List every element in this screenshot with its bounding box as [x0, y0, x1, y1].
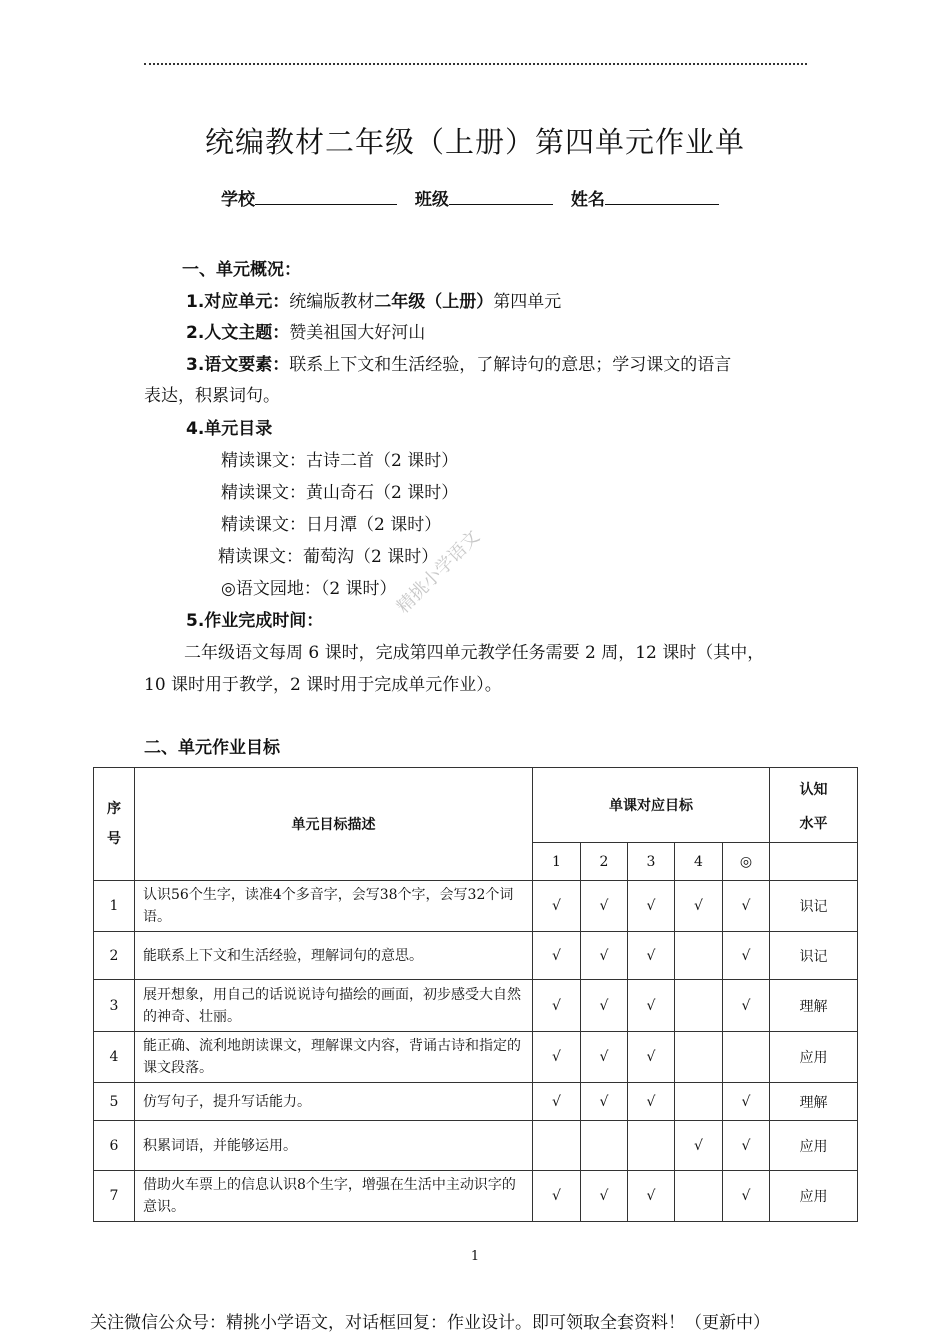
theme-label: 2.人文主题： [186, 323, 290, 343]
check-cell: √ [628, 932, 675, 980]
check-cell: √ [675, 1121, 723, 1171]
check-cell: √ [581, 980, 628, 1032]
check-cell [533, 1121, 581, 1171]
section1-heading: 一、单元概况： [182, 260, 301, 280]
unit-value-a: 统编版教材 [289, 292, 375, 312]
header-divider [144, 63, 807, 65]
name-label: 姓名 [570, 190, 605, 210]
school-blank[interactable] [255, 190, 397, 205]
col-header: 1 [533, 843, 581, 881]
level-cell: 识记 [770, 881, 858, 932]
elements-value-line2: 表达，积累词句。 [144, 386, 280, 406]
goals-table [93, 767, 858, 1222]
page-title: 统编教材二年级（上册）第四单元作业单 [204, 125, 745, 159]
row-number: 6 [94, 1121, 135, 1171]
check-cell: √ [628, 1171, 675, 1222]
check-cell: √ [533, 1083, 581, 1121]
catalog-item: 精读课文：葡萄沟（2 课时） [218, 547, 439, 567]
seq-header: 序号 [94, 768, 135, 881]
time-line2: 10 课时用于教学，2 课时用于完成单元作业）。 [144, 675, 502, 695]
check-cell: √ [533, 1171, 581, 1222]
unit-value-c: 第四单元 [493, 292, 562, 312]
time-line1: 二年级语文每周 6 课时，完成第四单元教学任务需要 2 周，12 课时（其中， [184, 643, 765, 663]
check-cell: √ [723, 1121, 770, 1171]
check-cell: √ [723, 1171, 770, 1222]
check-cell: √ [533, 980, 581, 1032]
row-number: 5 [94, 1083, 135, 1121]
elements-row [186, 350, 731, 375]
unit-row [186, 287, 561, 312]
desc-header: 单元目标描述 [135, 768, 533, 881]
elements-label: 3.语文要素： [186, 355, 290, 375]
table-row [94, 932, 858, 980]
check-cell: √ [533, 932, 581, 980]
check-cell [628, 1121, 675, 1171]
level-cell: 理解 [770, 980, 858, 1032]
check-cell: √ [533, 881, 581, 932]
check-cell: √ [723, 932, 770, 980]
row-number: 2 [94, 932, 135, 980]
row-description: 展开想象，用自己的话说说诗句描绘的画面，初步感受大自然的神奇、壮丽。 [135, 980, 533, 1032]
row-description: 仿写句子，提升写话能力。 [135, 1083, 533, 1121]
check-cell: √ [628, 1083, 675, 1121]
col-header: 4 [675, 843, 723, 881]
row-description: 能正确、流利地朗读课文，理解课文内容，背诵古诗和指定的课文段落。 [135, 1032, 533, 1083]
level-header: 认知 水平 [770, 768, 858, 843]
check-cell: √ [628, 1032, 675, 1083]
check-cell: √ [723, 881, 770, 932]
check-cell: √ [675, 881, 723, 932]
row-number: 4 [94, 1032, 135, 1083]
check-cell [675, 932, 723, 980]
unit-value-b: 二年级（上册） [374, 292, 494, 312]
table-row [94, 980, 858, 1032]
unit-label: 1.对应单元： [186, 292, 290, 312]
check-cell: √ [581, 881, 628, 932]
level-cell: 识记 [770, 932, 858, 980]
check-cell: √ [723, 980, 770, 1032]
row-description: 积累词语，并能够运用。 [135, 1121, 533, 1171]
class-blank[interactable] [449, 190, 553, 205]
level-cell: 应用 [770, 1032, 858, 1083]
check-cell: √ [581, 932, 628, 980]
row-description: 认识56个生字，读准4个多音字，会写38个字，会写32个词语。 [135, 881, 533, 932]
level-cell: 理解 [770, 1083, 858, 1121]
check-cell [723, 1032, 770, 1083]
school-label: 学校 [221, 190, 255, 210]
student-info [221, 185, 731, 210]
check-cell: √ [581, 1032, 628, 1083]
catalog-item: 精读课文：黄山奇石（2 课时） [221, 483, 459, 503]
table-row [94, 1171, 858, 1222]
table-row [94, 881, 858, 932]
name-blank[interactable] [605, 190, 719, 205]
catalog-item: ◎语文园地：（2 课时） [221, 579, 397, 599]
row-number: 1 [94, 881, 135, 932]
row-number: 7 [94, 1171, 135, 1222]
table-row [94, 1121, 858, 1171]
col-header: ◎ [723, 843, 770, 881]
class-label: 班级 [414, 190, 449, 210]
level-cell: 应用 [770, 1171, 858, 1222]
check-cell: √ [581, 1083, 628, 1121]
check-cell [675, 1171, 723, 1222]
section2-heading: 二、单元作业目标 [144, 738, 280, 758]
lesson-header: 单课对应目标 [533, 768, 770, 843]
elements-value-line1: 联系上下文和生活经验，了解诗句的意思；学习课文的语言 [289, 355, 732, 375]
check-cell: √ [723, 1083, 770, 1121]
level-cell: 应用 [770, 1121, 858, 1171]
catalog-item: 精读课文：日月潭（2 课时） [221, 515, 442, 535]
catalog-item: 精读课文：古诗二首（2 课时） [221, 451, 459, 471]
watermark: 精挑小学语文 [392, 526, 485, 618]
check-cell: √ [628, 980, 675, 1032]
col-header: 3 [628, 843, 675, 881]
theme-row [186, 318, 425, 343]
check-cell [581, 1121, 628, 1171]
row-number: 3 [94, 980, 135, 1032]
row-description: 借助火车票上的信息认识8个生字，增强在生活中主动识字的意识。 [135, 1171, 533, 1222]
empty-cell [770, 843, 858, 881]
time-label: 5.作业完成时间： [186, 611, 324, 631]
check-cell [675, 980, 723, 1032]
theme-value: 赞美祖国大好河山 [289, 323, 426, 343]
check-cell: √ [628, 881, 675, 932]
check-cell [675, 1083, 723, 1121]
promo-footer: 关注微信公众号：精挑小学语文，对话框回复：作业设计。即可领取全套资料！（更新中） [90, 1313, 770, 1333]
page-number: 1 [470, 1249, 480, 1264]
row-description: 能联系上下文和生活经验，理解词句的意思。 [135, 932, 533, 980]
check-cell [675, 1032, 723, 1083]
check-cell: √ [581, 1171, 628, 1222]
catalog-label: 4.单元目录 [186, 419, 273, 439]
col-header: 2 [581, 843, 628, 881]
table-row [94, 1083, 858, 1121]
check-cell: √ [533, 1032, 581, 1083]
table-row [94, 1032, 858, 1083]
